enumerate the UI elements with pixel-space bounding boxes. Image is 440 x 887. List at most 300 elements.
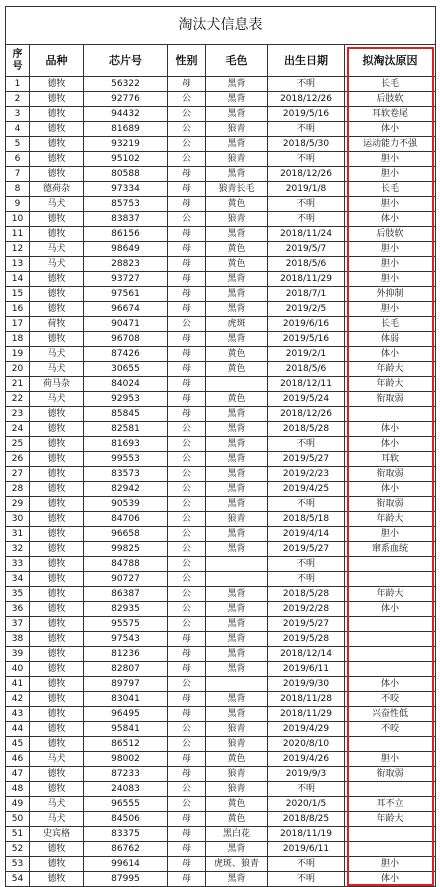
table-row [6,362,436,377]
cell-sex: 母 [168,227,206,242]
cell-breed: 德牧 [30,287,84,302]
cell-breed: 德牧 [30,662,84,677]
cell-birth: 2018/11/19 [268,827,345,842]
cell-chip: 83573 [84,467,168,482]
cell-breed: 德牧 [30,137,84,152]
cell-birth: 2019/6/11 [268,662,345,677]
cell-breed: 德牧 [30,632,84,647]
cell-sex: 公 [168,92,206,107]
cell-chip: 99614 [84,857,168,872]
header-coat: 毛色 [206,45,268,77]
cell-birth: 2018/5/28 [268,587,345,602]
cell-chip: 82935 [84,602,168,617]
cell-seq: 46 [6,752,30,767]
table-row [6,107,436,122]
cell-sex: 公 [168,557,206,572]
cell-chip: 97561 [84,287,168,302]
cell-seq: 11 [6,227,30,242]
cell-sex: 公 [168,482,206,497]
table-row [6,722,436,737]
cell-seq: 45 [6,737,30,752]
cell-coat: 黑背 [206,92,268,107]
cell-sex: 母 [168,167,206,182]
cell-reason [345,827,436,842]
cell-seq: 32 [6,542,30,557]
cell-breed: 德牧 [30,122,84,137]
cell-chip: 83837 [84,212,168,227]
cell-sex: 公 [168,152,206,167]
cell-breed: 德牧 [30,767,84,782]
cell-chip: 86762 [84,842,168,857]
cell-breed: 德牧 [30,707,84,722]
cell-sex: 母 [168,287,206,302]
cell-chip: 98649 [84,242,168,257]
cell-chip: 84024 [84,377,168,392]
table-row [6,662,436,677]
cell-reason: 年龄大 [345,512,436,527]
table-row [6,572,436,587]
cell-seq: 18 [6,332,30,347]
cell-birth: 2019/4/29 [268,722,345,737]
info-sheet [5,6,435,887]
cell-seq: 10 [6,212,30,227]
cell-reason: 年龄大 [345,587,436,602]
cell-breed: 德牧 [30,587,84,602]
cell-birth: 2019/4/25 [268,482,345,497]
cell-coat [206,557,268,572]
cell-sex: 公 [168,512,206,527]
cell-chip: 81236 [84,647,168,662]
table-row [6,167,436,182]
cell-coat: 黑背 [206,647,268,662]
cell-coat: 黑背 [206,662,268,677]
table-row [6,527,436,542]
cell-seq: 15 [6,287,30,302]
cell-sex: 母 [168,77,206,92]
cell-birth: 2019/5/24 [268,392,345,407]
cell-breed: 德牧 [30,167,84,182]
cell-coat: 黑背 [206,167,268,182]
cell-reason: 后肢软 [345,92,436,107]
cell-chip: 90471 [84,317,168,332]
cell-birth: 不明 [268,212,345,227]
table-row [6,872,436,887]
cell-reason: 体小 [345,602,436,617]
cell-reason [345,662,436,677]
cell-coat: 黄色 [206,812,268,827]
cell-sex: 母 [168,182,206,197]
table-row [6,677,436,692]
cell-coat: 黑白花 [206,827,268,842]
cell-seq: 44 [6,722,30,737]
cell-breed: 德牧 [30,527,84,542]
table-row [6,242,436,257]
cell-seq: 31 [6,527,30,542]
cell-breed: 德牧 [30,572,84,587]
cell-seq: 28 [6,482,30,497]
cell-sex: 母 [168,197,206,212]
cell-coat: 黄色 [206,797,268,812]
table-row [6,737,436,752]
table-row [6,827,436,842]
cell-sex: 公 [168,737,206,752]
cell-birth: 2019/4/26 [268,752,345,767]
cell-reason: 衔取弱 [345,497,436,512]
table-row [6,557,436,572]
cell-coat: 黑背 [206,587,268,602]
cell-birth: 2019/5/27 [268,452,345,467]
cell-reason: 衔取弱 [345,767,436,782]
cell-chip: 98002 [84,752,168,767]
cell-breed: 德牧 [30,467,84,482]
cell-coat: 黑背 [206,227,268,242]
cell-coat: 黑背 [206,272,268,287]
cell-coat: 黄色 [206,362,268,377]
cell-reason: 运动能力不强 [345,137,436,152]
cell-breed: 荷牧 [30,317,84,332]
table-row [6,782,436,797]
cell-sex: 母 [168,377,206,392]
cell-reason: 年龄大 [345,377,436,392]
cell-breed: 德牧 [30,647,84,662]
cell-coat: 黑背 [206,527,268,542]
cell-sex: 公 [168,797,206,812]
title-row [6,7,436,45]
cell-coat [206,677,268,692]
cell-seq: 1 [6,77,30,92]
cell-sex: 母 [168,872,206,887]
cell-coat: 黑背 [206,842,268,857]
cell-seq: 22 [6,392,30,407]
cell-sex: 母 [168,692,206,707]
cell-seq: 26 [6,452,30,467]
cell-seq: 16 [6,302,30,317]
cell-birth: 不明 [268,152,345,167]
table-row [6,377,436,392]
table-row [6,467,436,482]
cell-reason: 年龄大 [345,812,436,827]
cell-reason [345,557,436,572]
cell-reason: 耳不立 [345,797,436,812]
cell-chip: 84506 [84,812,168,827]
cell-coat: 黑背 [206,452,268,467]
cell-chip: 92953 [84,392,168,407]
cell-coat: 黑背 [206,137,268,152]
cell-breed: 马犬 [30,197,84,212]
cell-seq: 40 [6,662,30,677]
cell-birth: 2020/8/10 [268,737,345,752]
cell-birth: 2019/2/23 [268,467,345,482]
cell-sex: 公 [168,422,206,437]
cell-breed: 德牧 [30,872,84,887]
cell-seq: 17 [6,317,30,332]
cell-sex: 母 [168,242,206,257]
cell-breed: 德牧 [30,842,84,857]
cell-reason: 体小 [345,437,436,452]
cell-birth: 2019/5/27 [268,542,345,557]
cell-birth: 2019/5/16 [268,332,345,347]
cell-seq: 27 [6,467,30,482]
cell-seq: 24 [6,422,30,437]
cell-coat: 狼青 [206,782,268,797]
cell-birth: 2019/2/5 [268,302,345,317]
cell-sex: 公 [168,722,206,737]
cell-birth: 2018/5/30 [268,137,345,152]
cell-chip: 87233 [84,767,168,782]
cell-reason: 兴奋性低 [345,707,436,722]
cell-coat: 狼青 [206,737,268,752]
cell-breed: 德牧 [30,677,84,692]
cell-birth: 2019/6/11 [268,842,345,857]
cell-seq: 43 [6,707,30,722]
cell-seq: 7 [6,167,30,182]
cell-reason: 胆小 [345,272,436,287]
cell-coat: 虎斑、狼青 [206,857,268,872]
cell-birth: 2019/9/3 [268,767,345,782]
cell-sex: 公 [168,617,206,632]
cell-sex: 公 [168,317,206,332]
cell-breed: 德牧 [30,497,84,512]
cell-seq: 9 [6,197,30,212]
cell-breed: 德牧 [30,422,84,437]
cell-seq: 3 [6,107,30,122]
table-row [6,92,436,107]
cell-reason: 体小 [345,677,436,692]
cell-breed: 马犬 [30,797,84,812]
cell-birth: 不明 [268,197,345,212]
cell-seq: 19 [6,347,30,362]
cell-reason: 胆小 [345,752,436,767]
table-row [6,227,436,242]
cell-coat: 黑背 [206,542,268,557]
cell-chip: 96495 [84,707,168,722]
cell-seq: 34 [6,572,30,587]
cell-seq: 51 [6,827,30,842]
cell-birth: 2018/8/25 [268,812,345,827]
cell-chip: 86387 [84,587,168,602]
cell-reason: 耳软 [345,452,436,467]
cell-seq: 13 [6,257,30,272]
cell-reason: 胆小 [345,257,436,272]
cell-sex: 公 [168,137,206,152]
cell-sex: 母 [168,272,206,287]
cell-breed: 德牧 [30,152,84,167]
cell-breed: 德牧 [30,77,84,92]
cell-seq: 4 [6,122,30,137]
cell-sex: 母 [168,347,206,362]
cell-seq: 48 [6,782,30,797]
cell-coat: 黑背 [206,332,268,347]
cell-coat: 黑背 [206,107,268,122]
cell-birth: 2018/11/24 [268,227,345,242]
cell-chip: 97334 [84,182,168,197]
cell-coat [206,377,268,392]
cell-reason: 外抑制 [345,287,436,302]
cell-breed: 马犬 [30,812,84,827]
cell-birth: 2018/11/29 [268,272,345,287]
cell-coat: 狼青 [206,122,268,137]
cell-chip: 99553 [84,452,168,467]
cell-seq: 30 [6,512,30,527]
cell-sex: 公 [168,677,206,692]
cell-coat: 狼青 [206,512,268,527]
cell-seq: 35 [6,587,30,602]
table-row [6,707,436,722]
cell-seq: 50 [6,812,30,827]
cell-birth: 2018/5/18 [268,512,345,527]
cell-breed: 马犬 [30,752,84,767]
cell-coat: 黑背 [206,407,268,422]
table-body [6,77,436,887]
cell-reason: 年龄大 [345,362,436,377]
cell-seq: 20 [6,362,30,377]
header-breed: 品种 [30,45,84,77]
cell-sex: 公 [168,782,206,797]
table-row [6,287,436,302]
table-row [6,752,436,767]
cell-chip: 85845 [84,407,168,422]
cell-breed: 马犬 [30,257,84,272]
table-row [6,602,436,617]
cell-chip: 84706 [84,512,168,527]
cell-seq: 6 [6,152,30,167]
cell-sex: 母 [168,767,206,782]
cell-sex: 母 [168,647,206,662]
table-row [6,407,436,422]
cell-sex: 母 [168,392,206,407]
cell-breed: 德牧 [30,332,84,347]
cell-sex: 母 [168,632,206,647]
cell-sex: 母 [168,407,206,422]
header-birth: 出生日期 [268,45,345,77]
cell-reason: 衔取弱 [345,392,436,407]
cell-chip: 95575 [84,617,168,632]
cell-chip: 85753 [84,197,168,212]
cell-sex: 公 [168,497,206,512]
cell-birth: 2018/5/28 [268,422,345,437]
cell-birth: 2018/11/28 [268,692,345,707]
cell-reason: 体小 [345,422,436,437]
cell-seq: 14 [6,272,30,287]
cell-birth: 2018/12/26 [268,167,345,182]
cell-birth: 2019/4/14 [268,527,345,542]
cell-chip: 82581 [84,422,168,437]
cell-breed: 德牧 [30,107,84,122]
cell-coat: 黄色 [206,392,268,407]
cell-chip: 90727 [84,572,168,587]
cell-chip: 84788 [84,557,168,572]
cell-coat: 黄色 [206,257,268,272]
cell-reason: 胆小 [345,152,436,167]
table-row [6,332,436,347]
cell-reason: 衔取弱 [345,467,436,482]
cell-breed: 德牧 [30,452,84,467]
cell-reason: 长毛 [345,317,436,332]
cell-reason: 体小 [345,122,436,137]
cell-chip: 86156 [84,227,168,242]
cell-seq: 36 [6,602,30,617]
cell-reason [345,842,436,857]
cell-sex: 公 [168,212,206,227]
cell-birth: 2018/5/6 [268,362,345,377]
cell-breed: 荷马杂 [30,377,84,392]
cell-breed: 德牧 [30,617,84,632]
cell-seq: 38 [6,632,30,647]
cell-chip: 83375 [84,827,168,842]
cell-birth: 2018/11/29 [268,707,345,722]
cell-breed: 马犬 [30,347,84,362]
cell-chip: 92776 [84,92,168,107]
cell-seq: 25 [6,437,30,452]
cell-birth: 2018/12/26 [268,407,345,422]
cell-breed: 德牧 [30,407,84,422]
cell-seq: 47 [6,767,30,782]
table-row [6,152,436,167]
cell-chip: 89797 [84,677,168,692]
cell-sex: 公 [168,467,206,482]
cell-reason: 胆小 [345,242,436,257]
cell-chip: 90539 [84,497,168,512]
cell-breed: 德荷杂 [30,182,84,197]
cell-breed: 德牧 [30,227,84,242]
cell-seq: 53 [6,857,30,872]
cell-birth: 2018/5/6 [268,257,345,272]
cell-breed: 德牧 [30,737,84,752]
cell-sex: 公 [168,122,206,137]
cell-birth: 不明 [268,572,345,587]
cell-reason: 体小 [345,212,436,227]
cell-coat: 黑背 [206,617,268,632]
header-chip: 芯片号 [84,45,168,77]
cell-seq: 8 [6,182,30,197]
table-row [6,497,436,512]
cell-coat: 狼青 [206,722,268,737]
cell-breed: 德牧 [30,437,84,452]
cell-sex: 公 [168,572,206,587]
cell-reason [345,647,436,662]
table-row [6,392,436,407]
cell-birth: 2019/9/30 [268,677,345,692]
cell-breed: 德牧 [30,92,84,107]
table-row [6,857,436,872]
table-row [6,182,436,197]
cell-coat: 黑背 [206,872,268,887]
cell-breed: 德牧 [30,557,84,572]
cell-sex: 公 [168,527,206,542]
table-row [6,137,436,152]
cell-coat: 狼青 [206,152,268,167]
cell-seq: 12 [6,242,30,257]
table-row [6,512,436,527]
cell-chip: 28823 [84,257,168,272]
table-row [6,422,436,437]
cell-reason: 体小 [345,347,436,362]
cell-birth: 2019/5/16 [268,107,345,122]
cell-breed: 德牧 [30,302,84,317]
cell-coat: 狼青 [206,212,268,227]
table-row [6,272,436,287]
cell-birth: 不明 [268,782,345,797]
cell-birth: 2019/6/16 [268,317,345,332]
cell-reason [345,632,436,647]
cell-sex: 母 [168,362,206,377]
table-row [6,317,436,332]
cell-birth: 不明 [268,872,345,887]
cell-coat: 黑背 [206,497,268,512]
table-row [6,452,436,467]
cell-coat: 黑背 [206,467,268,482]
cell-breed: 德牧 [30,542,84,557]
